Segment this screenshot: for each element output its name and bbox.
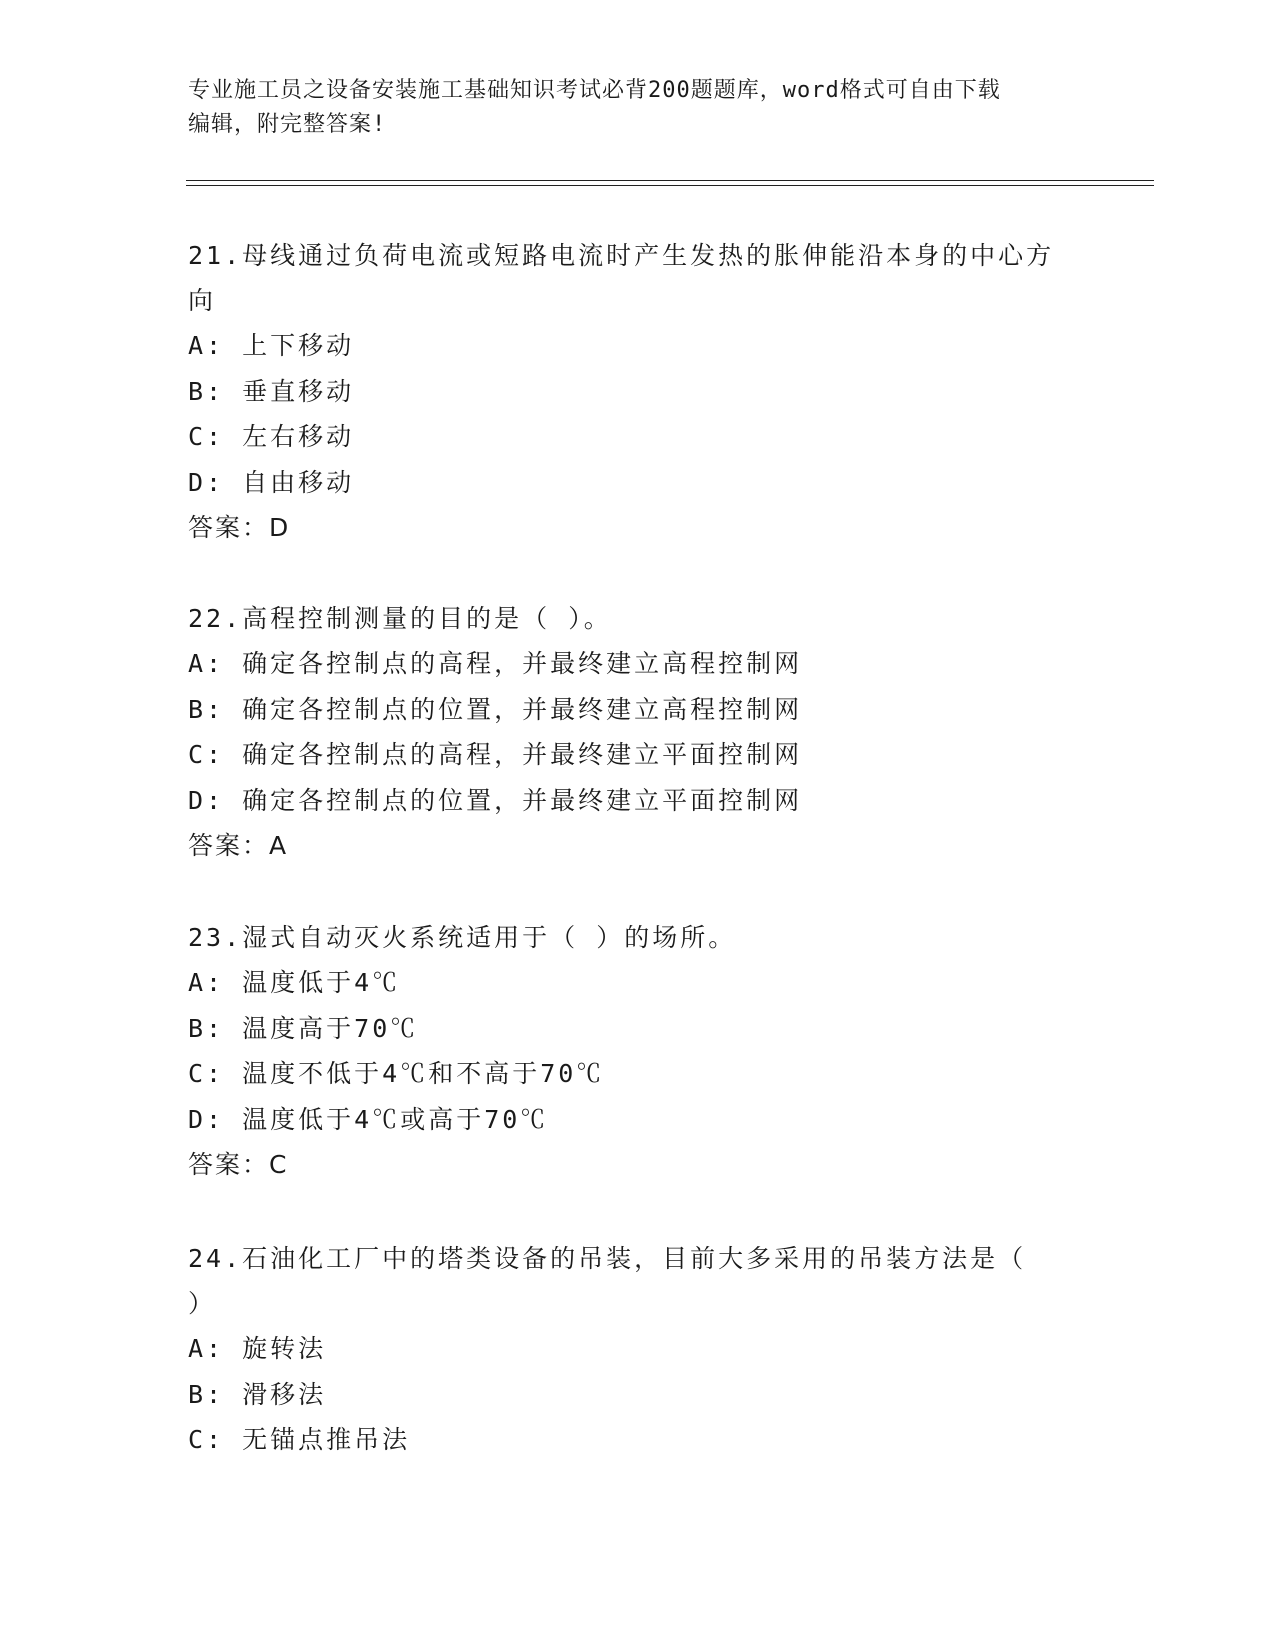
header-rule-top (186, 180, 1154, 181)
option-c: C: 温度不低于4℃和不高于70℃ (188, 1059, 605, 1088)
question-stem: 22.高程控制测量的目的是（ ）。 (188, 604, 612, 633)
question-stem: 21.母线通过负荷电流或短路电流时产生发热的胀伸能沿本身的中心方 (188, 241, 1055, 270)
question-stem: 24.石油化工厂中的塔类设备的吊装，目前大多采用的吊装方法是（ (188, 1244, 1027, 1273)
option-d: D: 确定各控制点的位置，并最终建立平面控制网 (188, 785, 803, 815)
question-stem: 23.湿式自动灭火系统适用于（ ）的场所。 (188, 923, 737, 952)
answer: 答案：A (188, 831, 289, 860)
option-d: D: 自由移动 (188, 467, 355, 497)
option-a: A: 旋转法 (188, 1334, 327, 1363)
option-b: B: 确定各控制点的位置，并最终建立高程控制网 (188, 694, 803, 724)
question-24 (188, 1236, 1088, 1463)
option-b: B: 温度高于70℃ (188, 1013, 419, 1043)
question-23 (188, 915, 1088, 1188)
header-rule-bottom (186, 185, 1154, 186)
header-line-1: 专业施工员之设备安装施工基础知识考试必背200题题库，word格式可自由下载 (188, 78, 1001, 103)
option-c: C: 无锚点推吊法 (188, 1425, 411, 1454)
question-stem-continued: 向 (188, 286, 217, 315)
question-22 (188, 596, 1088, 869)
question-21 (188, 233, 1088, 551)
option-c: C: 左右移动 (188, 422, 355, 451)
option-a: A: 确定各控制点的高程，并最终建立高程控制网 (188, 649, 803, 678)
option-a: A: 上下移动 (188, 331, 355, 360)
answer: 答案：D (188, 513, 291, 542)
answer: 答案：C (188, 1150, 289, 1179)
option-d: D: 温度低于4℃或高于70℃ (188, 1104, 549, 1134)
header-line-2: 编辑，附完整答案! (188, 112, 387, 137)
option-a: A: 温度低于4℃ (188, 968, 401, 997)
option-b: B: 垂直移动 (188, 376, 355, 406)
document-header (188, 74, 1068, 142)
option-c: C: 确定各控制点的高程，并最终建立平面控制网 (188, 740, 803, 769)
option-b: B: 滑移法 (188, 1379, 327, 1409)
question-stem-continued: ） (188, 1289, 217, 1318)
